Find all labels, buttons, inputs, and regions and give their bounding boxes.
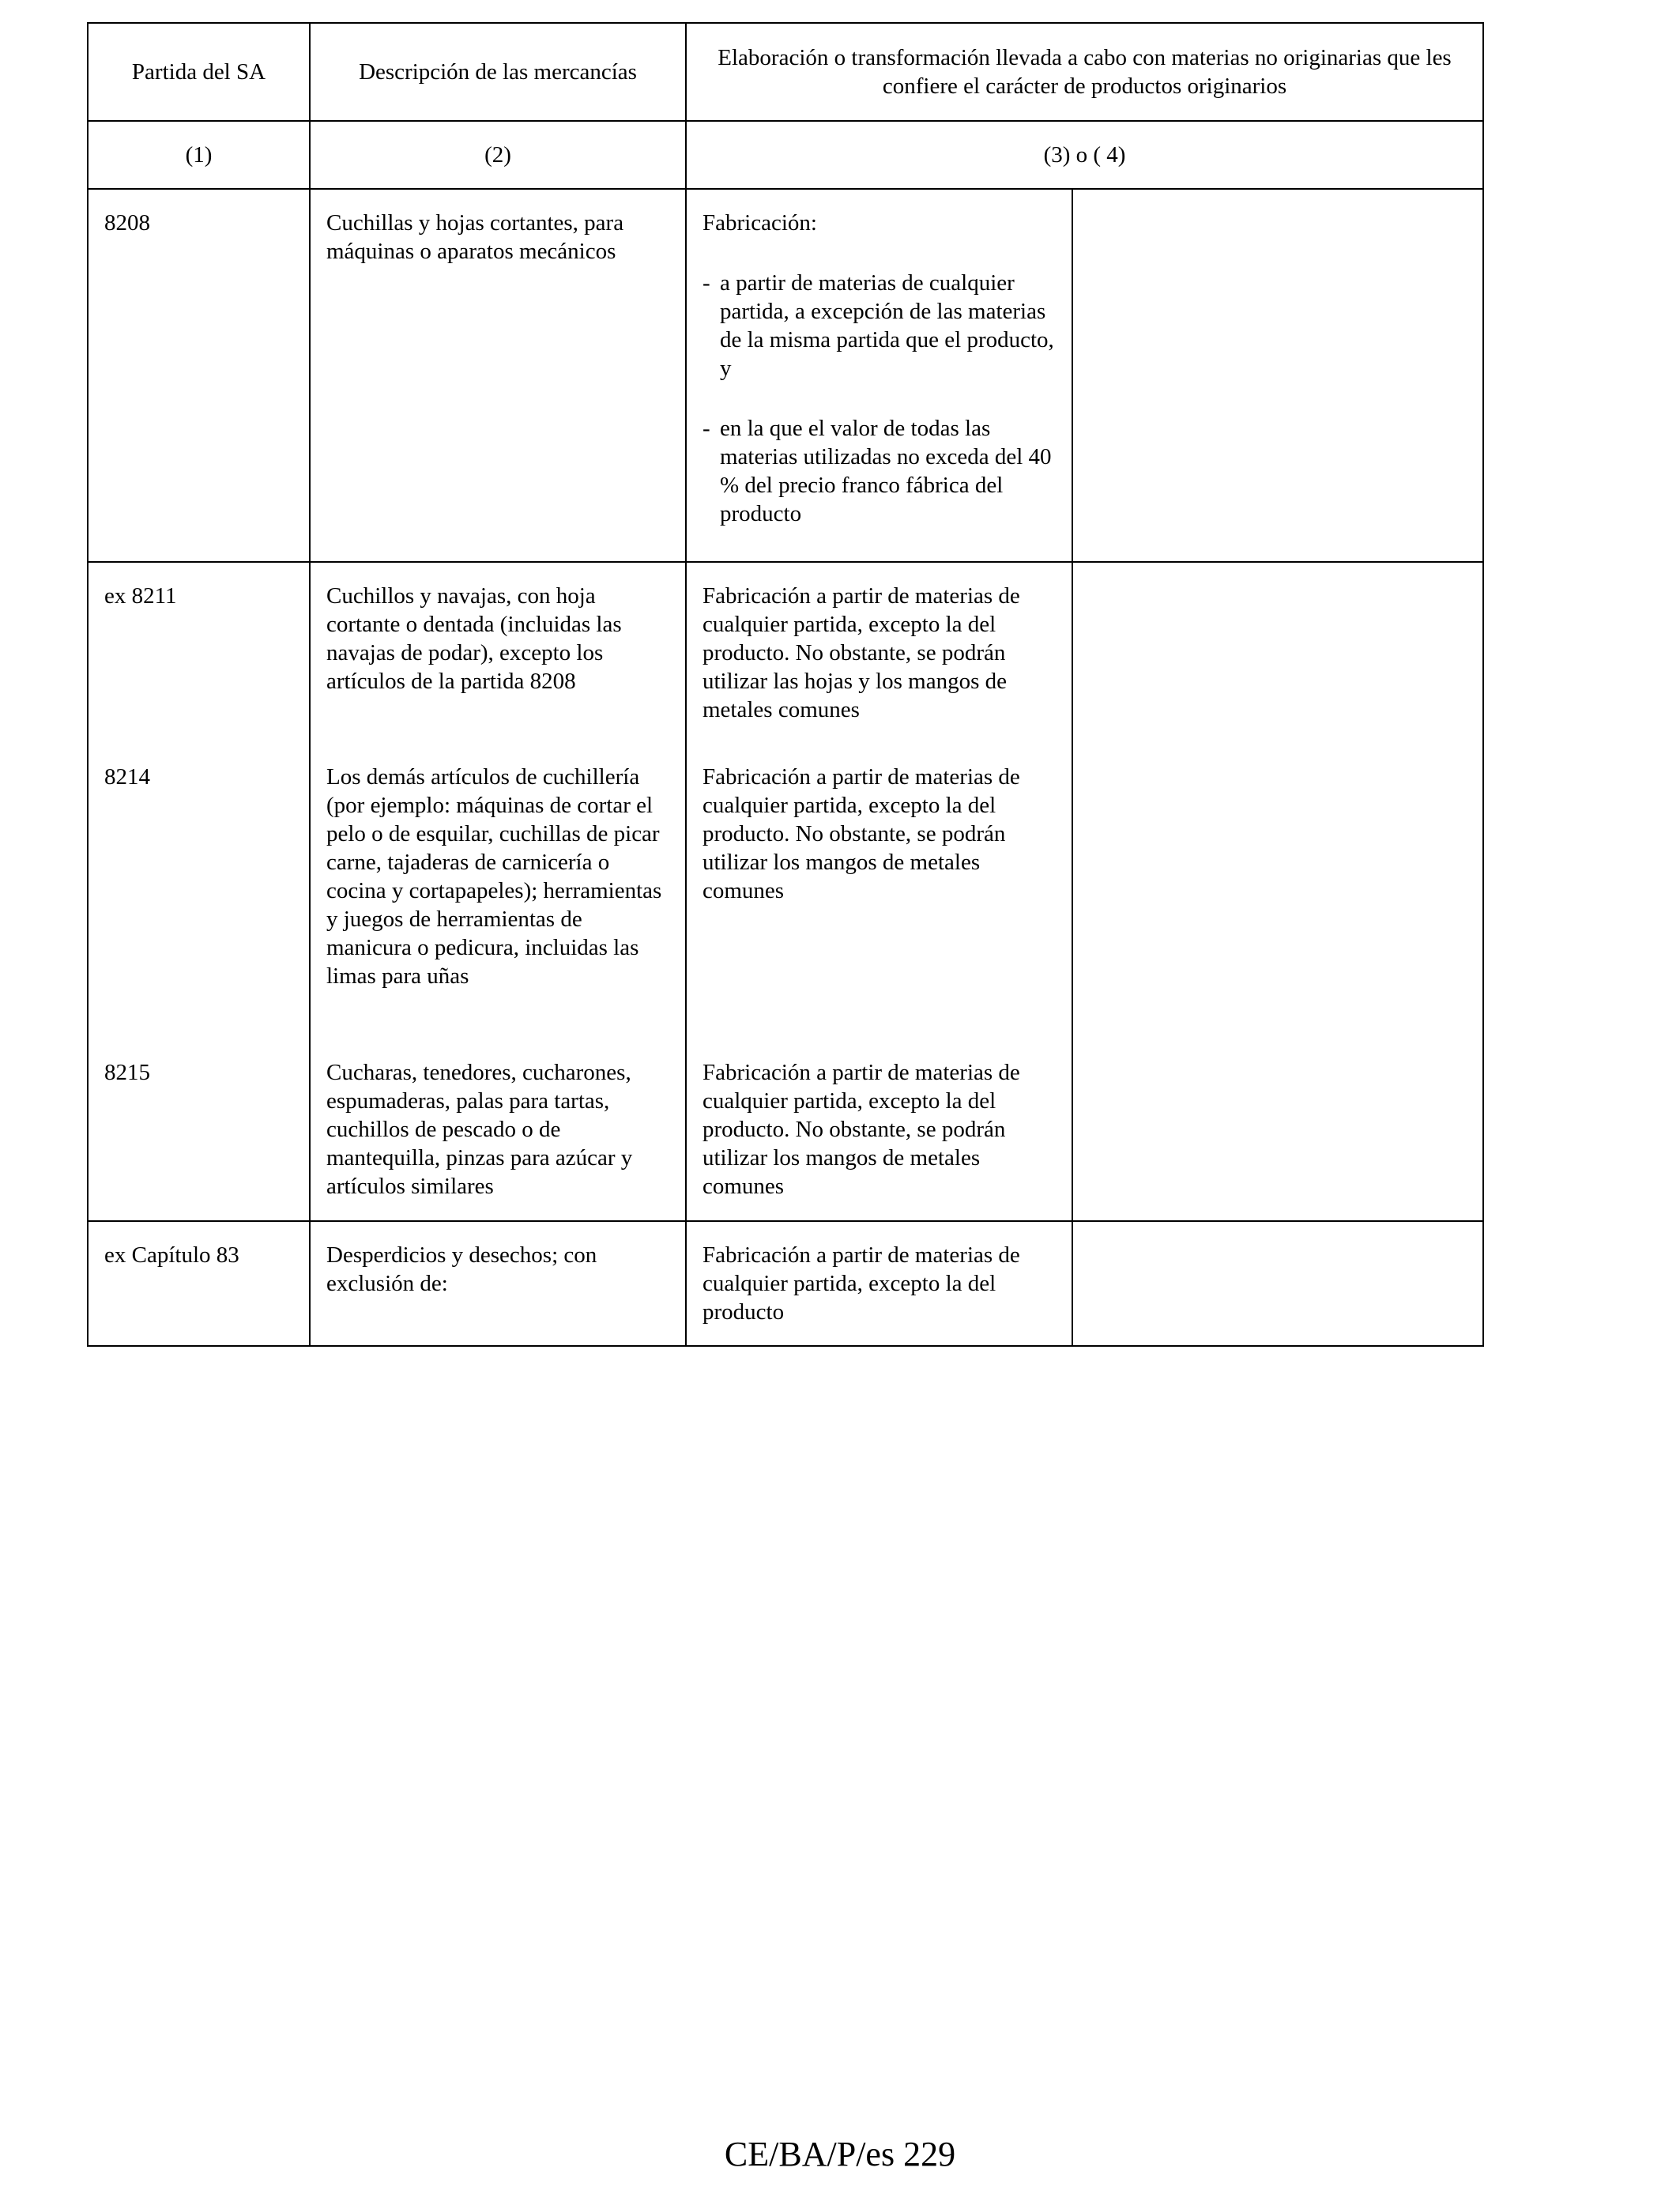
table-row <box>88 562 1483 744</box>
rule-cell: Fabricación a partir de materias de cualquier partida, excepto la del producto <box>686 1221 1072 1346</box>
hs-code-cell: ex 8211 <box>88 562 310 744</box>
table-row <box>88 1039 1483 1221</box>
rules-table-container <box>87 22 1482 1347</box>
rule-cell: Fabricación a partir de materias de cualquier partida, excepto la del producto. No obstante, se podrán utilizar las hojas y los mangos de metales comunes <box>686 562 1072 744</box>
hs-code-cell: 8214 <box>88 744 310 1039</box>
column-number-2: (2) <box>310 121 686 189</box>
rule-cell: Fabricación a partir de materias de cualquier partida, excepto la del producto. No obstante, se podrán utilizar los mangos de metales comunes <box>686 1039 1072 1221</box>
alt-rule-cell <box>1072 189 1483 562</box>
description-cell: Cuchillos y navajas, con hoja cortante o dentada (incluidas las navajas de podar), excepto los artículos de la partida 8208 <box>310 562 686 744</box>
rule-bullet-text: a partir de materias de cualquier partida, a excepción de las materias de la misma partida que el producto, y <box>720 270 1054 381</box>
column-number-row <box>88 121 1483 189</box>
column-number-1: (1) <box>88 121 310 189</box>
description-cell: Desperdicios y desechos; con exclusión de: <box>310 1221 686 1346</box>
page-footer-reference: CE/BA/P/es 229 <box>724 2135 956 2173</box>
origin-rules-table <box>87 22 1484 1347</box>
description-cell: Los demás artículos de cuchillería (por ejemplo: máquinas de cortar el pelo o de esquilar, cuchillas de picar carne, tajaderas de carnicería o cocina y cortapapeles); herramientas y juegos de herramientas de manicura o pedicura, incluidas las limas para uñas <box>310 744 686 1039</box>
table-row <box>88 1221 1483 1346</box>
description-cell: Cucharas, tenedores, cucharones, espumaderas, palas para tartas, cuchillos de pescado o de mantequilla, pinzas para azúcar y artículos similares <box>310 1039 686 1221</box>
rule-bullet <box>703 414 1056 528</box>
header-description: Descripción de las mercancías <box>310 23 686 121</box>
hs-code-cell: 8208 <box>88 189 310 562</box>
rule-intro: Fabricación: <box>703 210 817 236</box>
description-cell: Cuchillas y hojas cortantes, para máquinas o aparatos mecánicos <box>310 189 686 562</box>
rule-bullet-text: en la que el valor de todas las materias utilizadas no exceda del 40 % del precio franco fábrica del producto <box>720 416 1052 526</box>
header-row <box>88 23 1483 121</box>
dash-bullet-icon: - <box>703 416 710 441</box>
header-hs-heading: Partida del SA <box>88 23 310 121</box>
alt-rule-cell <box>1072 744 1483 1039</box>
alt-rule-cell <box>1072 1221 1483 1346</box>
header-processing: Elaboración o transformación llevada a cabo con materias no originarias que les confiere el carácter de productos originarios <box>686 23 1483 121</box>
rule-bullet <box>703 269 1056 383</box>
rule-cell <box>686 189 1072 562</box>
table-row <box>88 189 1483 562</box>
alt-rule-cell <box>1072 1039 1483 1221</box>
alt-rule-cell <box>1072 562 1483 744</box>
rule-cell: Fabricación a partir de materias de cualquier partida, excepto la del producto. No obstante, se podrán utilizar los mangos de metales comunes <box>686 744 1072 1039</box>
table-row <box>88 744 1483 1039</box>
column-number-3-4: (3) o ( 4) <box>686 121 1483 189</box>
hs-code-cell: ex Capítulo 83 <box>88 1221 310 1346</box>
dash-bullet-icon: - <box>703 270 710 296</box>
hs-code-cell: 8215 <box>88 1039 310 1221</box>
